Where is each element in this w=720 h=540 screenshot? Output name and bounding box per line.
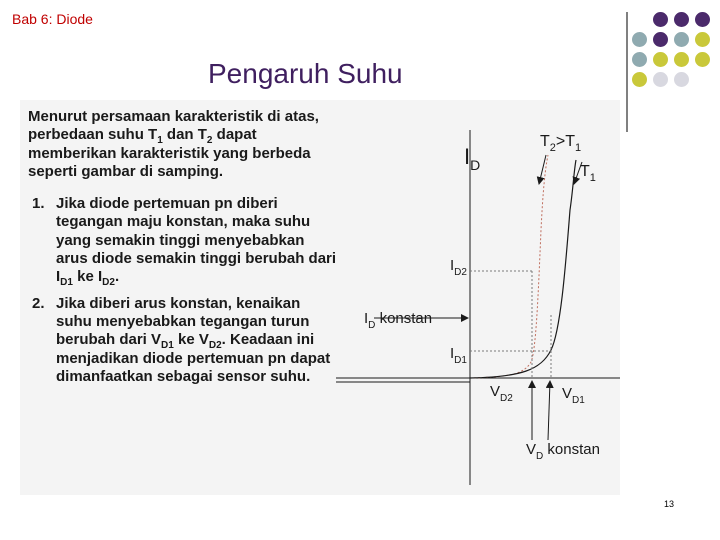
accent-dot: [653, 12, 668, 27]
accent-dot: [674, 12, 689, 27]
list-item-2: 2. Jika diberi arus konstan, kenaikan suhu menyebabkan tegangan turun berubah dari $V_{D1}$ ke $V_{D2}$. Keadaan ini menjadikan diode pertemuan pn dapat dimanfaatkan sebagai sensor suhu.: [32, 294, 331, 385]
vd-konstan-arrow-right: [548, 381, 550, 440]
t2-curve: [470, 155, 548, 378]
accent-dot: [653, 52, 668, 67]
diode-temperature-graph: [336, 100, 620, 495]
divider-line: [626, 12, 628, 132]
body-text: [28, 108, 338, 394]
accent-dot-grid: [632, 12, 716, 96]
list-item-1: 1. Jika diode pertemuan pn diberi tegangan maju konstan, maka suhu yang semakin tinggi menyebabkan arus diode semakin tinggi berubah dari $I_{D1}$ ke $I_{D2}$.: [32, 195, 337, 289]
accent-dot: [695, 32, 710, 47]
accent-dot: [695, 52, 710, 67]
vd-konstan-label: $V_D$ konstan: [526, 441, 600, 462]
t1-curve: [470, 160, 576, 378]
accent-dot: [674, 52, 689, 67]
accent-dot: [632, 72, 647, 87]
id1-label: $I_{D1}$: [450, 345, 467, 366]
t2-label: $T_2>T_1$: [540, 133, 582, 154]
page-number: 13: [664, 499, 675, 509]
vd1-label: $V_{D1}$: [562, 385, 585, 406]
vd2-label: $V_{D2}$: [490, 383, 513, 404]
accent-dot: [653, 32, 668, 47]
accent-dot: [653, 72, 668, 87]
id2-label: $I_{D2}$: [450, 257, 467, 278]
accent-dot: [674, 32, 689, 47]
id-axis-label: $I_D$: [464, 144, 481, 173]
accent-dot: [695, 12, 710, 27]
t1-label: $T_1$: [580, 163, 596, 184]
accent-dot: [674, 72, 689, 87]
slide-title: Pengaruh Suhu: [208, 58, 403, 89]
id-konstan-label: $I_D$ konstan: [364, 310, 433, 331]
accent-dot: [632, 32, 647, 47]
chapter-label: Bab 6: Diode: [12, 11, 93, 27]
accent-dot: [632, 52, 647, 67]
intro-paragraph: Menurut persamaan karakteristik di atas, perbedaan suhu $T_1$ dan $T_2$ dapat memberikan karakteristik yang berbeda seperti gambar di samping.: [28, 108, 319, 180]
